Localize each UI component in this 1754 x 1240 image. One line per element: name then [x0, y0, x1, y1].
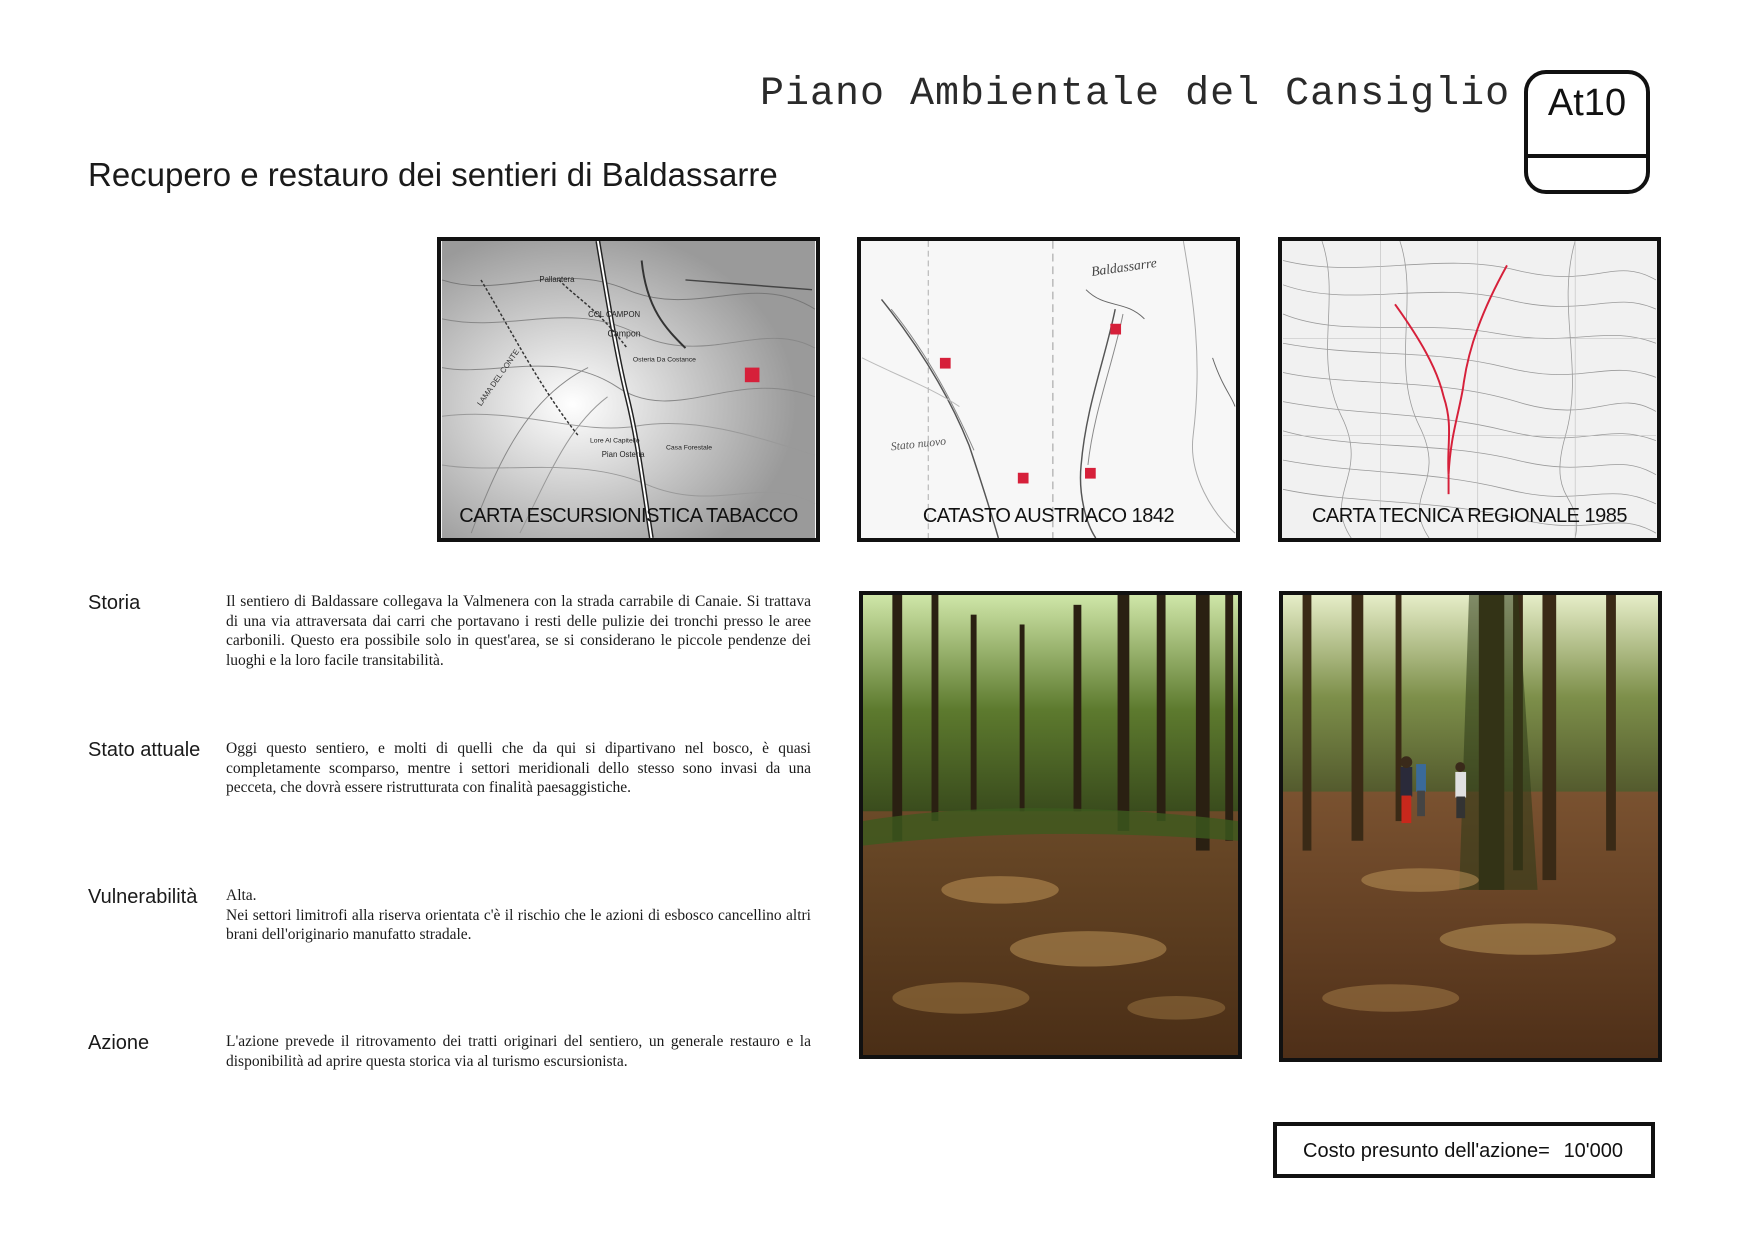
map-label-campon: Campon [607, 328, 641, 339]
map-label-osteria: Osteria Da Costance [632, 356, 696, 364]
code-box-divider [1528, 154, 1646, 158]
section-label-vulnerabilita: Vulnerabilità [88, 886, 198, 908]
topographic-map-image [441, 241, 816, 538]
map-label-lama-del-conte: LAMA DEL CONTE [475, 347, 522, 408]
section-paragraph: Oggi questo sentiero, e molti di quelli che da qui si dipartivano nel bosco, è quasi completamente scomparso, mentre i settori meridionali dello stesso sono invasi da una pecceta, che dovrà essere ristrutturata con finalità paesaggistiche. [226, 740, 811, 796]
cadastral-map-image [861, 241, 1236, 538]
section-text-stato-attuale [226, 739, 811, 798]
map-caption: CARTA ESCURSIONISTICA TABACCO [459, 505, 798, 527]
map-label-lore: Lore Al Capitello [590, 437, 640, 445]
sheet-code-box [1524, 70, 1650, 194]
section-label-azione: Azione [88, 1032, 150, 1054]
section-text-azione [226, 1032, 811, 1071]
map-marker [745, 368, 760, 383]
map-label-pallantera: Pallantera [539, 274, 575, 284]
map-label-casa-forestale: Casa Forestale [665, 444, 713, 452]
section-paragraph: L'azione prevede il ritrovamento dei tratti originari del sentiero, un generale restauro e la disponibilità ad aprire questa storica via al turismo escursionista. [226, 1033, 811, 1070]
map-label-baldassarre: Baldassarre [1090, 254, 1158, 280]
sheet-code: At10 [1547, 82, 1627, 124]
map-label-stato-nuovo: Stato nuovo [890, 434, 947, 454]
map-marker [940, 358, 951, 369]
map-tabacco [437, 237, 820, 542]
cost-box [1273, 1122, 1655, 1178]
cost-value: 10'000 [1563, 1140, 1623, 1162]
map-caption: CATASTO AUSTRIACO 1842 [922, 505, 1175, 527]
photo-hikers-forest [1279, 591, 1662, 1062]
photo-forest-path [859, 591, 1242, 1059]
page-title: Recupero e restauro dei sentieri di Baldassarre [88, 156, 778, 193]
cost-label: Costo presunto dell'azione= [1303, 1140, 1550, 1162]
section-text-vulnerabilita [226, 886, 811, 945]
map-marker [1018, 473, 1029, 484]
section-label-storia: Storia [88, 592, 141, 614]
map-caption: CARTA TECNICA REGIONALE 1985 [1311, 505, 1627, 527]
map-carta-tecnica-regionale [1278, 237, 1661, 542]
plan-title: Piano Ambientale del Cansiglio [760, 72, 1511, 117]
section-paragraph: Il sentiero di Baldassare collegava la Valmenera con la strada carrabile di Canaie. Si trattava di una via attraversata dai carri che portavano i resti delle pulizie dei tronchi presso le aree carbonili. Questo era possibile solo in quest'area, se si considerano le piccole pendenze dei luoghi e la loro facile transitabilità. [226, 593, 811, 669]
technical-map-image [1282, 241, 1657, 538]
map-marker [1085, 468, 1096, 479]
forest-photo-image [863, 595, 1238, 1055]
map-label-col-campon: COL CAMPON [588, 309, 641, 319]
section-paragraph-first: Alta. [226, 887, 257, 904]
section-paragraph: Nei settori limitrofi alla riserva orientata c'è il rischio che le azioni di esbosco cancellino altri brani dell'originario manufatto stradale. [226, 906, 811, 943]
map-catasto-austriaco [857, 237, 1240, 542]
hikers-photo-image [1283, 595, 1658, 1058]
map-marker [1110, 324, 1121, 335]
section-text-storia [226, 592, 811, 670]
map-label-pian-osteria: Pian Osteria [601, 450, 645, 460]
section-label-stato-attuale: Stato attuale [88, 739, 201, 761]
